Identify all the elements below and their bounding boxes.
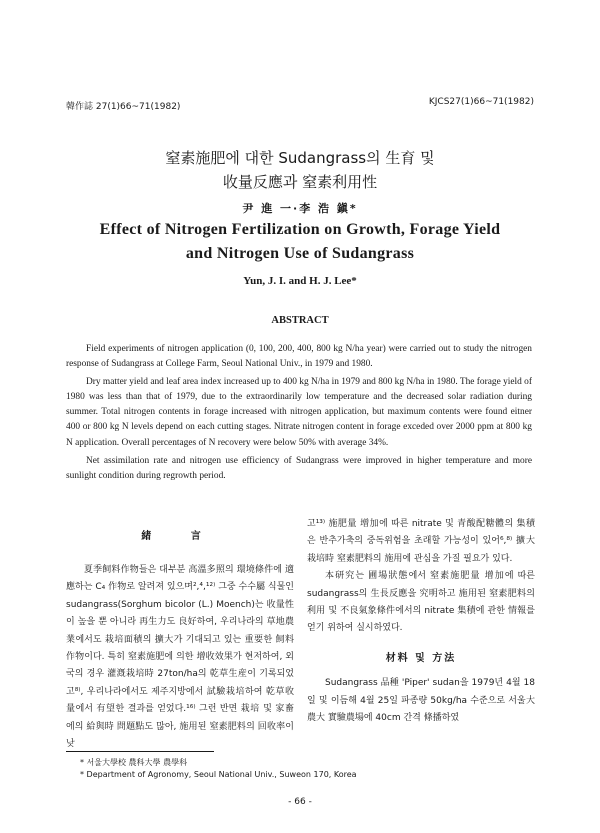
right-column	[307, 516, 535, 727]
footnote-divider	[66, 751, 214, 752]
introduction-continuation: 고¹³⁾ 施肥量 增加에 따른 nitrate 및 青酸配糖體의 集積은 반추가축의 중독위험을 초래할 가능성이 있어⁶,⁸⁾ 擴大栽培時 窒素肥料의 施用에 관심을 가질 필요가 있다.	[307, 519, 535, 564]
korean-title-line-1: 窒素施肥에 대한 Sudangrass의 生育 및	[165, 149, 435, 167]
abstract-paragraph-2: Dry matter yield and leaf area index increased up to 400 kg N/ha in 1979 and 800 kg N/ha in 1980. The forage yield of 1980 was less than that of 1979, due to the extraordinarily low temperature and the decreased solar radiation during summer. Total nitrogen contents in forage increased with nitrogen application, but maximum contents were found eitner 400 or 800 kg N levels depend on each cutting stages. Nitrate nitrogen content in forage exceded over 2000 ppm at 800 kg N application. Overall percentages of N recovery were below 50% with average 34%.	[66, 377, 532, 448]
page-number: - 66 -	[288, 797, 312, 807]
journal-header-left: 韓作誌 27(1)66~71(1982)	[66, 102, 181, 112]
introduction-heading: 緒 言	[141, 531, 219, 542]
methods-heading: 材料 및 方法	[385, 652, 457, 664]
korean-authors: 尹 進 一·李 浩 鎭*	[242, 202, 358, 215]
abstract-body	[66, 342, 532, 487]
footnote-affiliation-en: * Department of Agronomy, Seoul National Univ., Suweon 170, Korea	[80, 770, 357, 779]
introduction-text: 夏季飼料作物들은 대부분 高溫多照의 環境條件에 適應하는 C₄ 作物로 알려져 있으며²,⁴,¹²⁾ 그중 수수屬 식물인 sudangrass(Sorghum bicolor (L.) Moench)는 收量性이 높을 뿐 아니라 再生力도 良好하여, 우리나라의 草地農業에서도 栽培面積의 擴大가 기대되고 있는 重要한 飼料作物이다. 특히 窒素施肥에 의한 增收效果가 현저하여, 외국의 경우 灌漑栽培時 27ton/ha의 乾草生産이 기록되었고⁸⁾, 우리나라에서도 제주지방에서 試驗栽培하여 乾草收量에서 有望한 결과를 얻었다.¹⁶⁾ 그런 반면 栽培 및 家畜에의 給與時 問題點도 많아, 施用된 窒素肥料의 回收率이 낮	[66, 565, 294, 750]
english-title-line-2: and Nitrogen Use of Sudangrass	[185, 245, 415, 262]
journal-header-right: KJCS27(1)66~71(1982)	[428, 97, 534, 107]
abstract-paragraph-1: Field experiments of nitrogen application (0, 100, 200, 400, 800 kg N/ha year) were carried out to study the nitrogen response of Sudangrass at College Farm, Seoul National Univ., in 1979 and 1980.	[66, 344, 532, 370]
left-column	[66, 562, 294, 753]
abstract-heading: ABSTRACT	[271, 315, 329, 326]
footnote-affiliation-ko: * 서울大學校 農科大學 農學科	[80, 758, 188, 767]
abstract-paragraph-3: Net assimilation rate and nitrogen use efficiency of Sudangrass were improved in higher temperature and more sunlight condition during regrowth period.	[66, 455, 532, 481]
korean-title-line-2: 收量反應과 窒素利用性	[222, 173, 378, 191]
english-authors: Yun, J. I. and H. J. Lee*	[243, 275, 357, 287]
study-purpose: 本研究는 圃場狀態에서 窒素施肥量 增加에 따른 sudangrass의 生長反應을 究明하고 施用된 窒素肥料의 利用 및 不良氣象條件에서의 nitrate 集積에 관한 情報를 얻기 위하여 실시하였다.	[307, 571, 535, 634]
methods-text: Sudangrass 品種 'Piper' sudan을 1979년 4월 18일 및 이듬해 4월 25일 파종량 50kg/ha 수준으로 서울大 農大 實驗農場에 40cm 간격 條播하였	[307, 678, 535, 724]
english-title-line-1: Effect of Nitrogen Fertilization on Growth, Forage Yield	[99, 221, 501, 238]
